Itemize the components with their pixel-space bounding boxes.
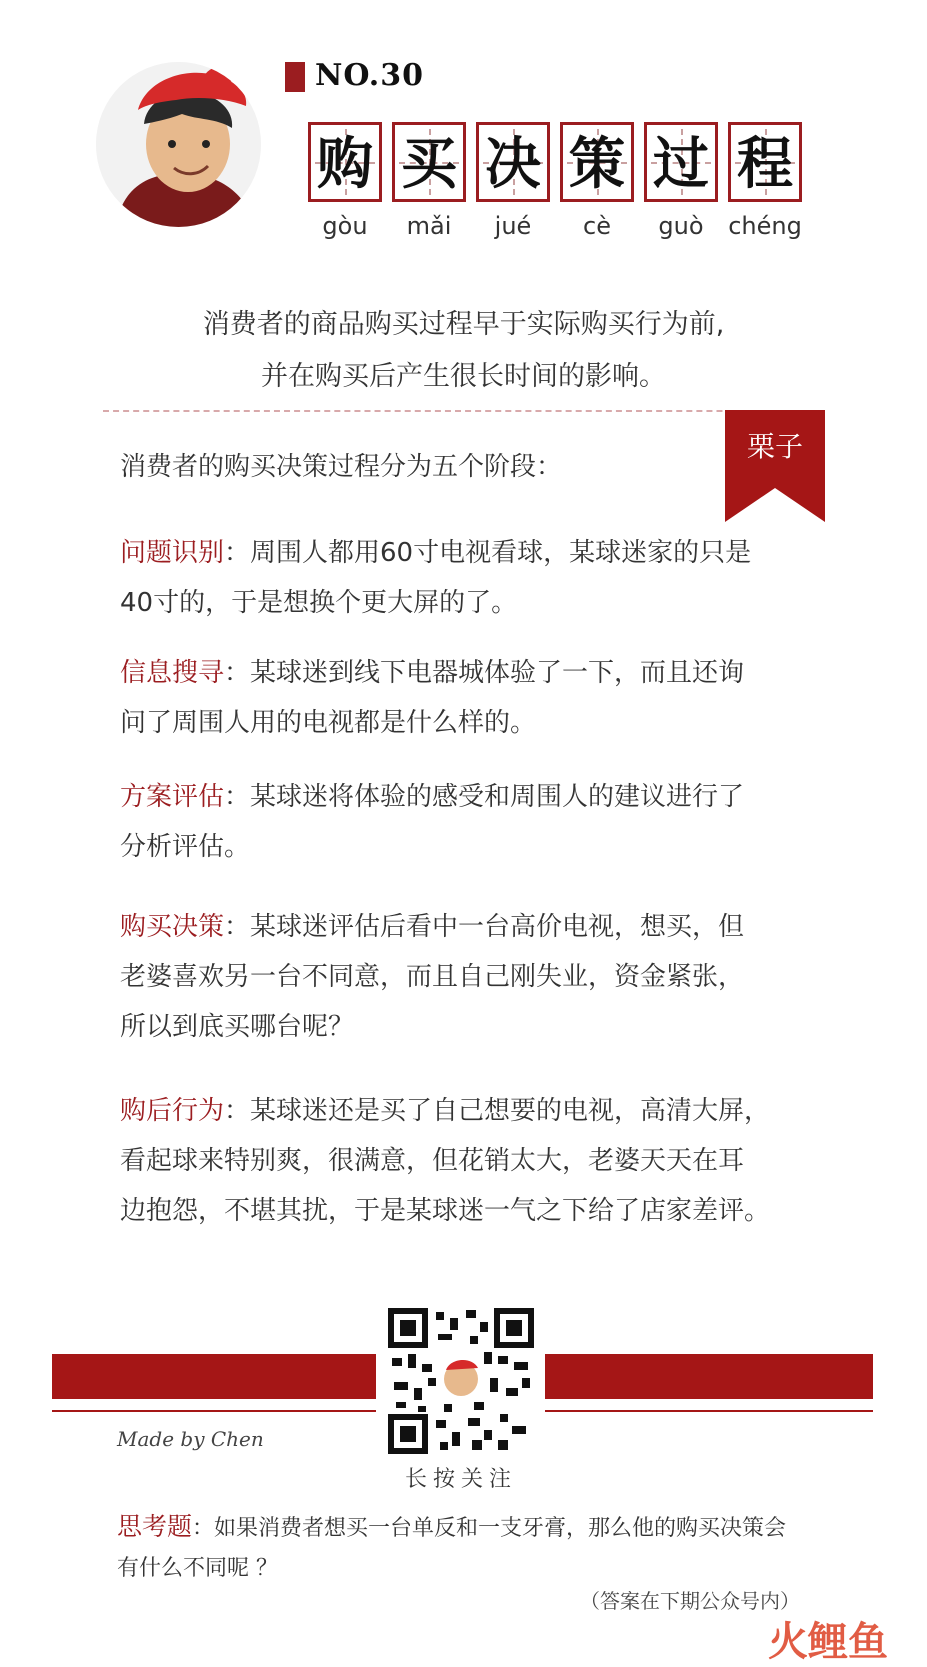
question-text: ：如果消费者想买一台单反和一支牙膏，那么他的购买决策会 <box>192 1516 787 1541</box>
stage-text: ：某球迷还是买了自己想要的电视，高清大屏， <box>224 1096 771 1126</box>
watermark-logo: 火鲤鱼 <box>768 1619 888 1665</box>
title-char-box <box>392 122 466 202</box>
stage-key: 购买决策 <box>120 912 225 942</box>
title-char: 程 <box>737 131 793 197</box>
pinyin-label: chéng <box>728 212 802 240</box>
title-char-box <box>308 122 382 202</box>
qr-caption: 长按关注 <box>404 1467 517 1492</box>
thinking-question <box>117 1507 837 1589</box>
title-characters <box>308 122 848 206</box>
pinyin-label: gòu <box>322 212 368 240</box>
pinyin-label: cè <box>583 212 611 240</box>
stage-text: 40寸的，于是想换个更大屏的了。 <box>120 588 518 618</box>
pinyin-label: mǎi <box>406 212 452 240</box>
footer-bar-left <box>52 1354 376 1399</box>
stage-paragraph <box>120 1086 820 1236</box>
title-char: 过 <box>653 131 709 197</box>
made-by-signature: Made by Chen <box>117 1427 264 1451</box>
stage-text: 所以到底买哪台呢？ <box>120 1012 355 1042</box>
avatar <box>96 62 261 227</box>
footer-bar-right <box>545 1354 873 1399</box>
title-char-box <box>728 122 802 202</box>
title-char: 买 <box>401 131 457 197</box>
title-char-box <box>560 122 634 202</box>
issue-number: NO.30 <box>315 58 424 93</box>
stage-paragraph <box>120 772 820 872</box>
pinyin-label: jué <box>494 212 532 240</box>
stage-text: 看起球来特别爽，很满意，但花销太大，老婆天天在耳 <box>120 1146 745 1176</box>
stage-text: 分析评估。 <box>120 832 251 862</box>
stage-key: 问题识别 <box>120 538 225 568</box>
stage-key: 信息搜寻 <box>120 658 225 688</box>
title-char: 决 <box>485 131 541 197</box>
stage-text: 问了周围人用的电视都是什么样的。 <box>120 708 537 738</box>
question-text: 有什么不同呢 ？ <box>117 1556 278 1581</box>
stage-text: 老婆喜欢另一台不同意，而且自己刚失业，资金紧张， <box>120 962 745 992</box>
number-marker <box>285 62 305 92</box>
title-char: 购 <box>317 131 373 197</box>
ribbon-label: 栗子 <box>746 430 803 463</box>
title-char-box <box>644 122 718 202</box>
stage-key: 方案评估 <box>120 782 225 812</box>
answer-note: （答案在下期公众号内） <box>580 1589 800 1613</box>
dashed-divider <box>103 410 813 412</box>
question-key: 思考题 <box>117 1512 193 1541</box>
title-char: 策 <box>569 131 625 197</box>
intro-line: 消费者的商品购买过程早于实际购买行为前, <box>202 309 725 340</box>
pinyin-label: guò <box>658 212 704 240</box>
stage-paragraph <box>120 902 820 1052</box>
cartoon-man-icon <box>96 62 261 227</box>
intro-line: 并在购买后产生很长时间的影响。 <box>261 361 666 392</box>
qr-code-icon[interactable] <box>388 1308 534 1454</box>
stage-paragraph <box>120 648 820 748</box>
stage-text: ：某球迷评估后看中一台高价电视，想买，但 <box>224 912 745 942</box>
stage-key: 购后行为 <box>120 1096 225 1126</box>
stage-text: ：某球迷将体验的感受和周围人的建议进行了 <box>224 782 745 812</box>
stage-text: ：周围人都用60寸电视看球，某球迷家的只是 <box>224 538 752 568</box>
stage-text: ：某球迷到线下电器城体验了一下，而且还询 <box>224 658 745 688</box>
title-char-box <box>476 122 550 202</box>
footer-rule-right <box>545 1410 873 1412</box>
stages-lead: 消费者的购买决策过程分为五个阶段： <box>120 452 563 482</box>
stage-text: 边抱怨，不堪其扰，于是某球迷一气之下给了店家差评。 <box>120 1196 771 1226</box>
footer-rule-left <box>52 1410 376 1412</box>
stage-paragraph <box>120 528 820 628</box>
